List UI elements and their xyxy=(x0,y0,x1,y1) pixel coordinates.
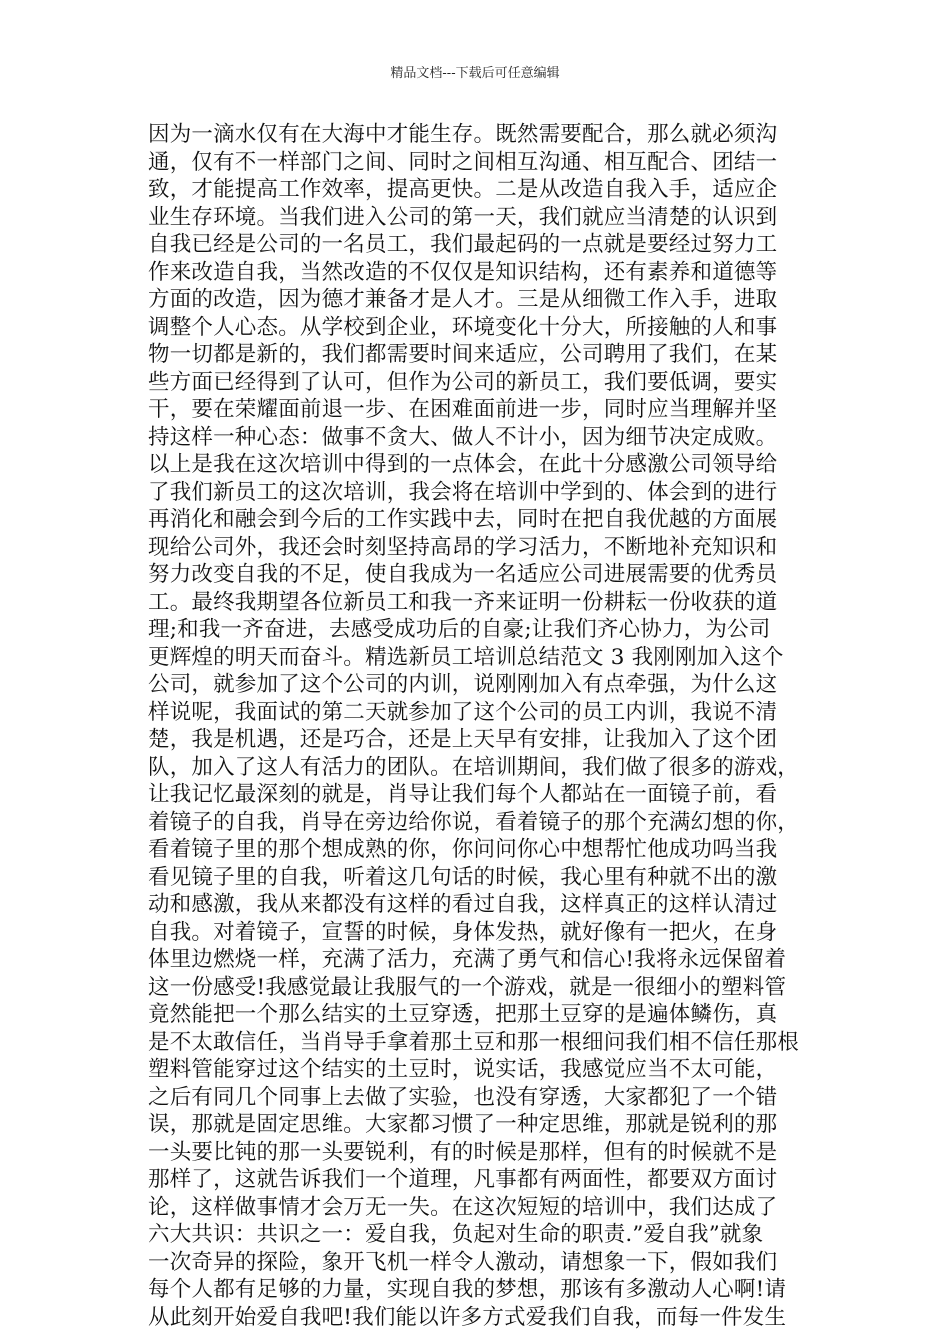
text-line: 塑料管能穿过这个结实的土豆时，说实话，我感觉应当不太可能， xyxy=(148,1057,778,1082)
text-line: 那样了，这就告诉我们一个道理，凡事都有两面性，都要双方面讨 xyxy=(148,1167,778,1192)
text-line: 之后有同几个同事上去做了实验，也没有穿透，大家都犯了一个错 xyxy=(148,1084,778,1110)
text-line: 论，这样做事情才会万无一失。在这次短短的培训中，我们达成了 xyxy=(148,1194,778,1220)
text-line: 现给公司外，我还会时刻坚持高昂的学习活力，不断地补充知识和 xyxy=(148,534,778,560)
text-line: 让我记忆最深刻的就是，肖导让我们每个人都站在一面镜子前，看 xyxy=(148,782,778,807)
text-line: 一次奇异的探险，象开飞机一样令人激动，请想象一下，假如我们 xyxy=(148,1249,778,1275)
document-body xyxy=(148,121,828,1331)
text-line: 体里边燃烧一样，充满了活力，充满了勇气和信心!我将永远保留着 xyxy=(148,947,787,972)
text-line: 动和感激，我从来都没有这样的看过自我，这样真正的这样认清过 xyxy=(148,892,778,917)
text-line: 六大共识：共识之一：爱自我，负起对生命的职责.”爱自我”就象 xyxy=(148,1222,764,1247)
text-line: 更辉煌的明天而奋斗。精选新员工培训总结范文 3 我刚刚加入这个 xyxy=(148,644,784,670)
text-line: 方面的改造，因为德才兼备才是人才。三是从细微工作入手，进取 xyxy=(148,287,778,312)
text-line: 努力改变自我的不足，使自我成为一名适应公司进展需要的优秀员 xyxy=(148,562,778,587)
text-line: 公司，就参加了这个公司的内训，说刚刚加入有点牵强，为什么这 xyxy=(148,672,778,697)
text-line: 物一切都是新的，我们都需要时间来适应，公司聘用了我们，在某 xyxy=(148,342,778,367)
text-line: 干，要在荣耀面前退一步、在困难面前进一步，同时应当理解并坚 xyxy=(148,397,778,422)
text-line: 以上是我在这次培训中得到的一点体会，在此十分感激公司领导给 xyxy=(148,452,778,477)
text-line: 调整个人心态。从学校到企业，环境变化十分大，所接触的人和事 xyxy=(148,314,778,340)
text-line: 通，仅有不一样部门之间、同时之间相互沟通、相互配合、团结一 xyxy=(148,149,778,175)
text-line: 自我已经是公司的一名员工，我们最起码的一点就是要经过努力工 xyxy=(148,232,778,257)
text-line: 作来改造自我，当然改造的不仅仅是知识结构，还有素养和道德等 xyxy=(148,259,778,285)
text-line: 竟然能把一个那么结实的土豆穿透，把那土豆穿的是遍体鳞伤，真 xyxy=(148,1002,778,1027)
text-line: 楚，我是机遇，还是巧合，还是上天早有安排，让我加入了这个团 xyxy=(148,727,778,752)
text-line: 着镜子的自我，肖导在旁边给你说，看着镜子的那个充满幻想的你， xyxy=(148,809,800,835)
text-line: 从此刻开始爱自我吧!我们能以许多方式爱我们自我，而每一件发生 xyxy=(148,1304,787,1330)
text-line: 这一份感受!我感觉最让我服气的一个游戏，就是一很细小的塑料管 xyxy=(148,974,787,1000)
text-line: 了我们新员工的这次培训，我会将在培训中学到的、体会到的进行 xyxy=(148,479,778,505)
text-line: 持这样一种心态：做事不贪大、做人不计小，因为细节决定成败。 xyxy=(148,424,778,450)
text-line: 队，加入了这人有活力的团队。在培训期间，我们做了很多的游戏， xyxy=(148,754,800,780)
text-line: 误，那就是固定思维。大家都习惯了一种定思维，那就是锐利的那 xyxy=(148,1112,778,1137)
text-line: 每个人都有足够的力量，实现自我的梦想，那该有多激动人心啊!请 xyxy=(148,1277,787,1302)
text-line: 致，才能提高工作效率，提高更快。二是从改造自我入手，适应企 xyxy=(148,177,778,202)
page-header: 精品文档---下载后可任意编辑 xyxy=(390,66,560,81)
text-line: 样说呢，我面试的第二天就参加了这个公司的员工内训，我说不清 xyxy=(148,699,778,725)
text-line: 一头要比钝的那一头要锐利，有的时候是那样，但有的时候就不是 xyxy=(148,1139,778,1165)
text-line: 些方面已经得到了认可，但作为公司的新员工，我们要低调，要实 xyxy=(148,369,778,395)
text-line: 业生存环境。当我们进入公司的第一天，我们就应当清楚的认识到 xyxy=(148,204,778,230)
text-line: 再消化和融会到今后的工作实践中去，同时在把自我优越的方面展 xyxy=(148,507,778,532)
text-line: 因为一滴水仅有在大海中才能生存。既然需要配合，那么就必须沟 xyxy=(148,122,778,147)
text-line: 自我。对着镜子，宣誓的时候，身体发热，就好像有一把火，在身 xyxy=(148,919,778,945)
text-line: 看着镜子里的那个想成熟的你，你问问你心中想帮忙他成功吗当我 xyxy=(148,837,778,862)
text-line: 是不太敢信任，当肖导手拿着那土豆和那一根细问我们相不信任那根 xyxy=(148,1029,800,1055)
text-line: 看见镜子里的自我，听着这几句话的时候，我心里有种就不出的激 xyxy=(148,864,778,890)
text-line: 工。最终我期望各位新员工和我一齐来证明一份耕耘一份收获的道 xyxy=(148,589,778,615)
text-line: 理;和我一齐奋进，去感受成功后的自豪;让我们齐心协力，为公司 xyxy=(148,617,771,642)
